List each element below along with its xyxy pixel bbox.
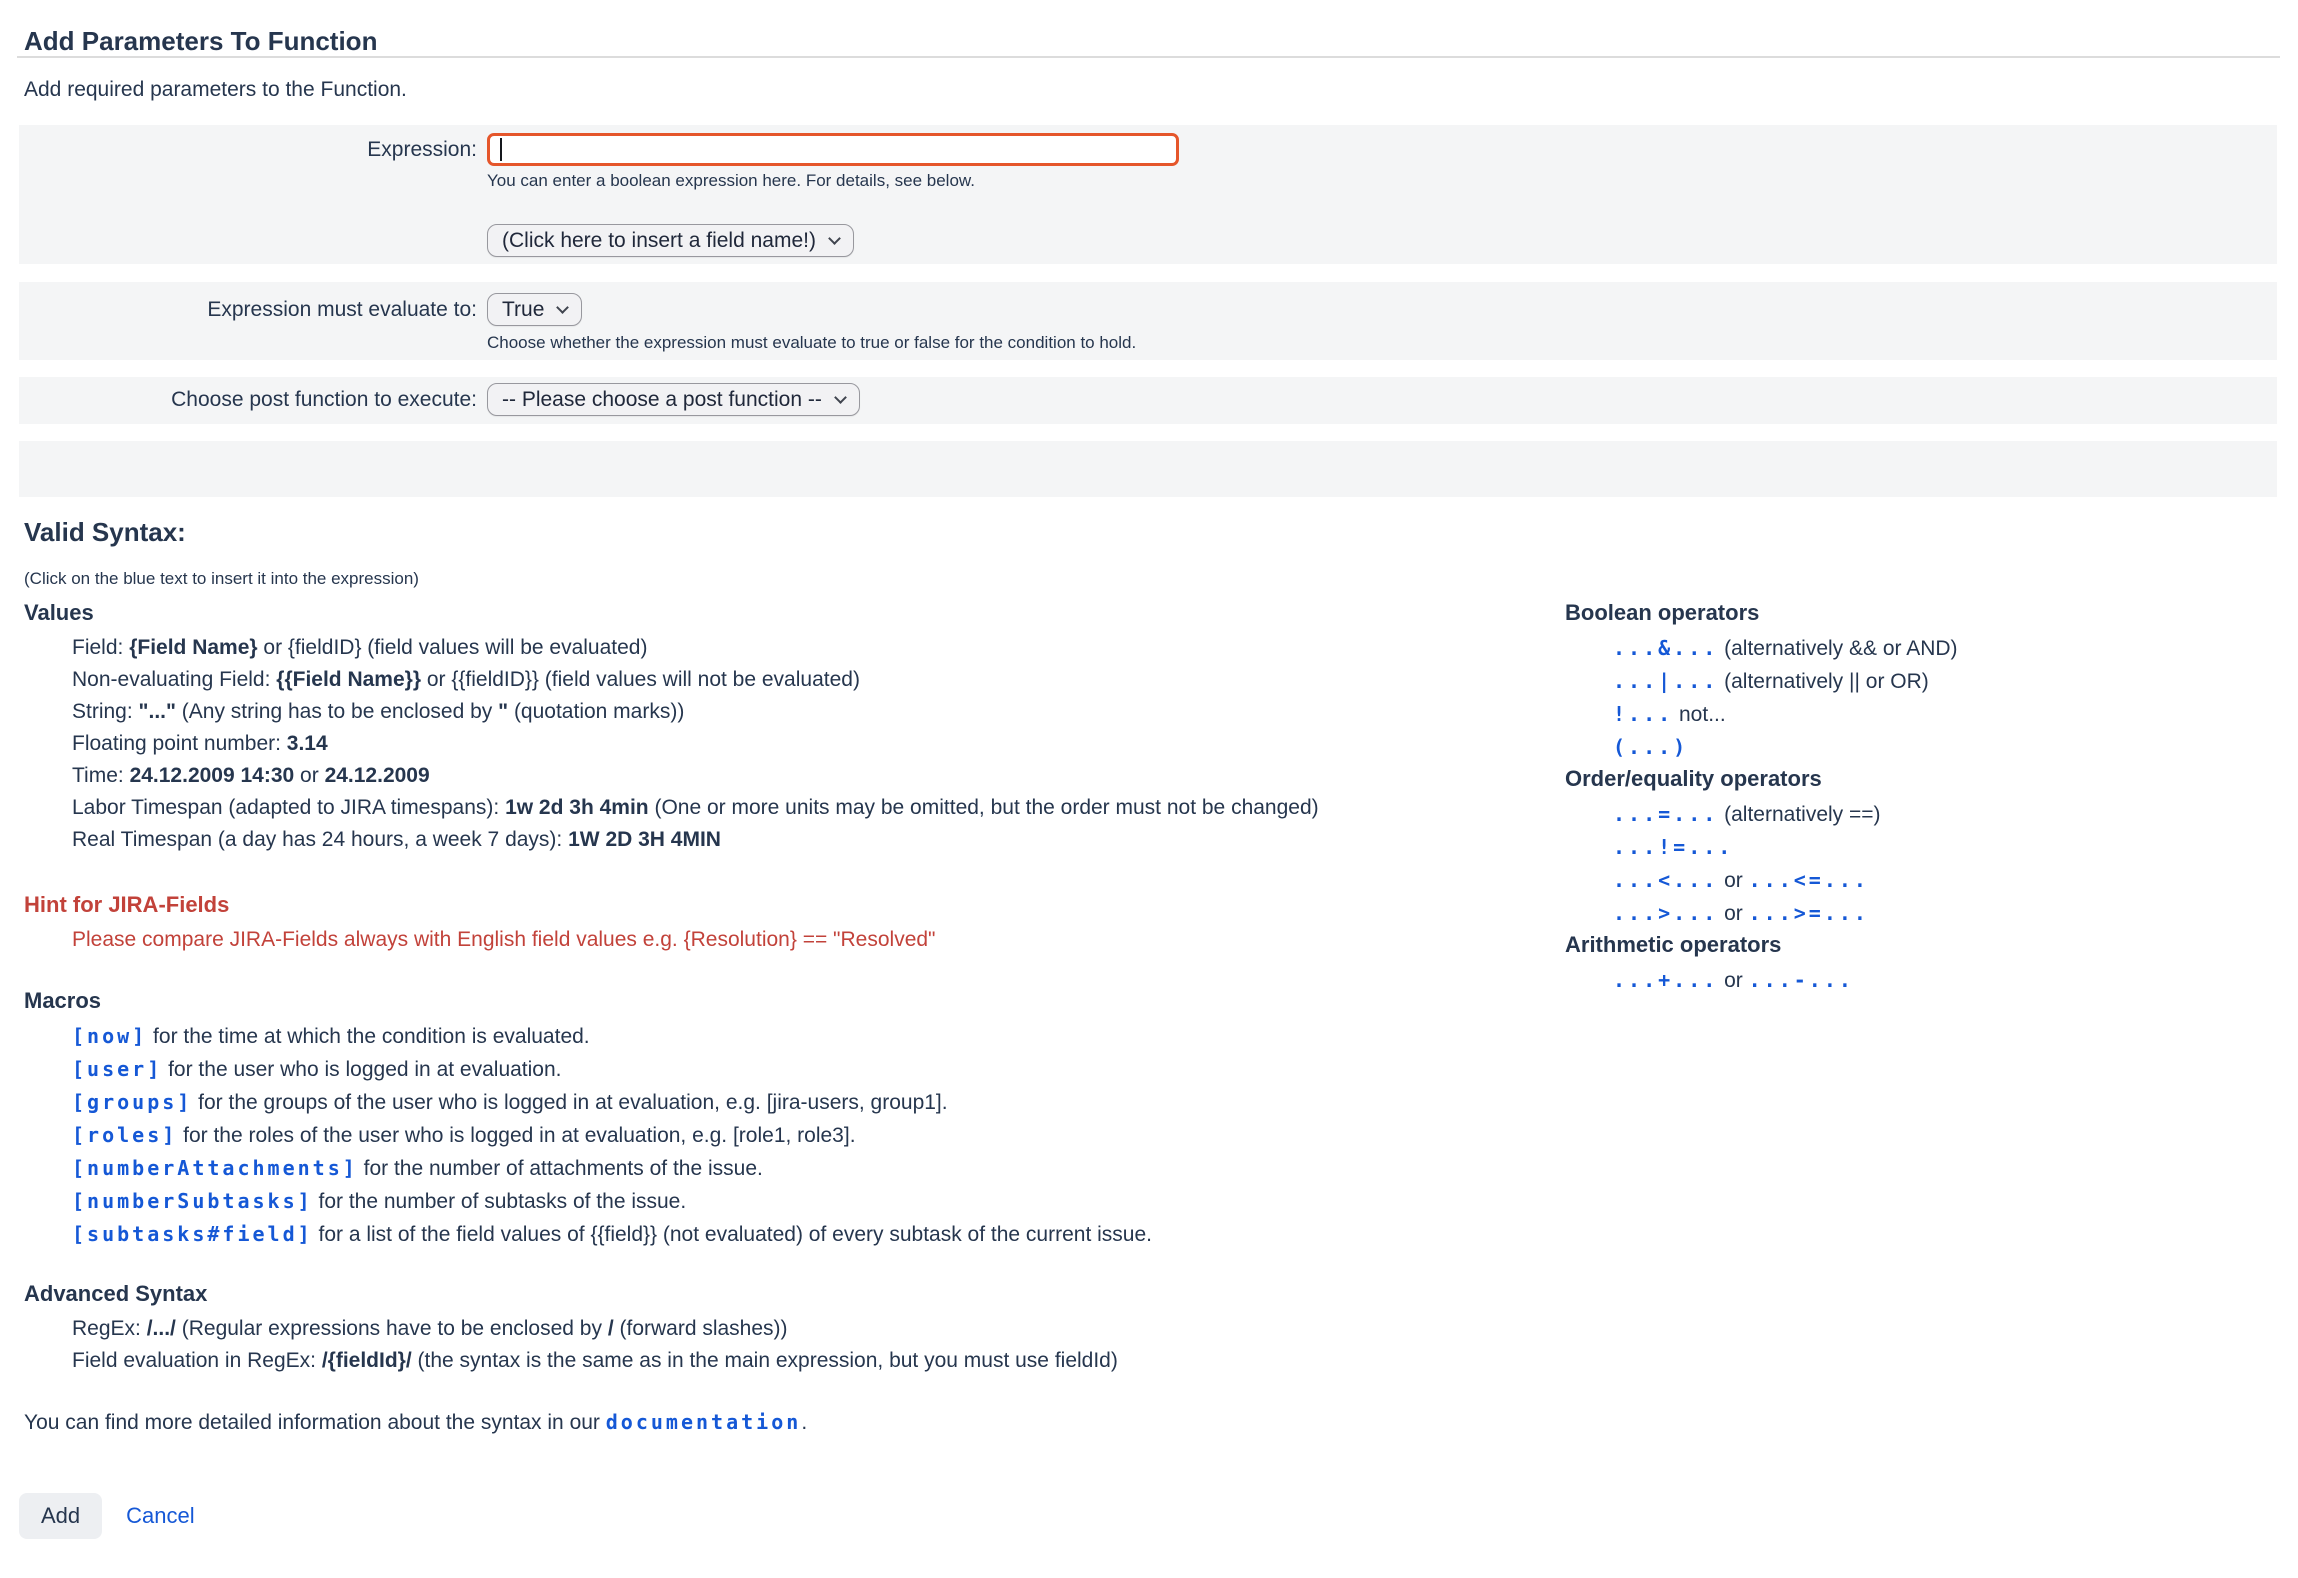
boolean-operators-list [1565, 632, 1958, 764]
syntax-token[interactable]: [numberAttachments] [72, 1156, 358, 1180]
expression-label: Expression: [367, 138, 477, 161]
text-segment: for the groups of the user who is logged in at evaluation, e.g. [jira-users, group1]. [192, 1091, 948, 1114]
title-divider [17, 56, 2280, 58]
text-segment: for the user who is logged in at evaluation. [162, 1058, 562, 1081]
text-segment: Time: [72, 764, 130, 787]
syntax-token[interactable]: (...) [1613, 735, 1689, 759]
syntax-line [1565, 632, 1958, 665]
chevron-down-icon [557, 301, 570, 314]
text-segment: or [1718, 969, 1749, 992]
syntax-line [1565, 864, 1958, 897]
text-segment: /{fieldId}/ [321, 1349, 412, 1372]
section-post-function [19, 377, 2277, 424]
advanced-syntax-list [24, 1313, 2298, 1377]
advanced-syntax-heading: Advanced Syntax [24, 1281, 208, 1306]
syntax-line [1565, 665, 1958, 698]
syntax-line [24, 1152, 2298, 1185]
text-segment: {Field Name} [129, 636, 258, 659]
operators-column [1565, 600, 1958, 997]
syntax-token[interactable]: documentation [605, 1410, 802, 1434]
section-expression [19, 125, 2277, 264]
text-segment: (Any string has to be enclosed by [175, 700, 499, 723]
evaluate-value: True [502, 297, 545, 321]
syntax-token[interactable]: ...-... [1748, 968, 1854, 992]
evaluate-label: Expression must evaluate to: [207, 298, 477, 321]
syntax-token[interactable]: ...=... [1613, 802, 1719, 826]
section-evaluate [19, 282, 2277, 360]
syntax-token[interactable]: [user] [72, 1057, 163, 1081]
form-actions [19, 1493, 2298, 1539]
text-segment: (the syntax is the same as in the main expression, but you must use fieldId) [411, 1349, 1118, 1372]
text-segment: or {fieldID} (field values will be evaluated) [257, 636, 648, 659]
text-segment: . [801, 1411, 808, 1434]
arithmetic-operators-heading: Arithmetic operators [1565, 932, 1782, 957]
post-function-label: Choose post function to execute: [171, 388, 477, 411]
post-function-value: -- Please choose a post function -- [502, 387, 822, 411]
text-segment: for the time at which the condition is evaluated. [147, 1025, 590, 1048]
page-description: Add required parameters to the Function. [24, 78, 407, 101]
text-segment: {{Field Name}} [276, 668, 422, 691]
text-segment: for a list of the field values of {{field}} (not evaluated) of every subtask of the current issue. [312, 1223, 1152, 1246]
post-function-select[interactable] [487, 383, 860, 416]
syntax-line [1565, 964, 1958, 997]
text-segment: Field evaluation in RegEx: [72, 1349, 322, 1372]
field-picker-select[interactable] [487, 224, 854, 257]
syntax-token[interactable]: ...&... [1613, 636, 1719, 660]
text-segment: (Regular expressions have to be enclosed by [175, 1317, 608, 1340]
documentation-note [24, 1410, 2298, 1435]
empty-section [19, 441, 2277, 497]
text-segment: or {{fieldID}} (field values will not be evaluated) [421, 668, 860, 691]
syntax-line [24, 1218, 2298, 1251]
add-parameters-page [0, 26, 2298, 1539]
field-picker-value: (Click here to insert a field name!) [502, 228, 816, 252]
expression-help: You can enter a boolean expression here. For details, see below. [487, 171, 975, 190]
text-segment: Floating point number: [72, 732, 287, 755]
text-segment: not... [1673, 703, 1726, 726]
text-segment: 24.12.2009 [324, 764, 430, 787]
syntax-token[interactable]: ...>... [1613, 901, 1719, 925]
page-title: Add Parameters To Function [24, 26, 378, 56]
macros-heading: Macros [24, 988, 102, 1013]
text-segment: (One or more units may be omitted, but the order must not be changed) [648, 796, 1319, 819]
hint-text: Please compare JIRA-Fields always with English field values e.g. {Resolution} == "Resolved" [72, 928, 936, 951]
syntax-reference [0, 600, 2298, 1377]
text-segment: (alternatively || or OR) [1718, 670, 1929, 693]
text-segment: or [294, 764, 325, 787]
text-segment: RegEx: [72, 1317, 147, 1340]
text-segment: (quotation marks)) [508, 700, 685, 723]
text-segment: (alternatively && or AND) [1718, 637, 1958, 660]
text-segment: Non-evaluating Field: [72, 668, 277, 691]
text-segment: Real Timespan (a day has 24 hours, a week 7 days): [72, 828, 569, 851]
add-button[interactable]: Add [19, 1493, 102, 1539]
syntax-token[interactable]: [groups] [72, 1090, 193, 1114]
syntax-line [24, 1086, 2298, 1119]
text-segment: /.../ [146, 1317, 176, 1340]
text-segment: for the number of attachments of the issue. [357, 1157, 763, 1180]
syntax-token[interactable]: [subtasks#field] [72, 1222, 313, 1246]
text-segment: 24.12.2009 14:30 [129, 764, 295, 787]
text-segment: 3.14 [286, 732, 328, 755]
text-segment: for the roles of the user who is logged in at evaluation, e.g. [role1, role3]. [177, 1124, 856, 1147]
text-segment: "..." [138, 700, 176, 723]
syntax-line [24, 1020, 2298, 1053]
syntax-line [24, 1313, 2298, 1345]
expression-input-wrap [487, 133, 1179, 166]
chevron-down-icon [834, 391, 847, 404]
expression-input[interactable] [487, 133, 1179, 166]
order-equality-operators-list [1565, 798, 1958, 930]
syntax-line [24, 1185, 2298, 1218]
syntax-line [1565, 897, 1958, 930]
evaluate-help: Choose whether the expression must evaluate to true or false for the condition to hold. [487, 333, 1137, 352]
text-segment: / [607, 1317, 614, 1340]
syntax-token[interactable]: [roles] [72, 1123, 178, 1147]
syntax-token[interactable]: ...>=... [1748, 901, 1869, 925]
text-segment: (alternatively ==) [1718, 803, 1881, 826]
text-segment: or [1718, 902, 1749, 925]
syntax-line [24, 1345, 2298, 1377]
syntax-line [1565, 831, 1958, 864]
text-segment: 1W 2D 3H 4MIN [568, 828, 721, 851]
arithmetic-operators-list [1565, 964, 1958, 997]
chevron-down-icon [828, 232, 841, 245]
text-segment: String: [72, 700, 139, 723]
syntax-token[interactable]: ...!=... [1613, 835, 1734, 859]
text-segment: (forward slashes)) [613, 1317, 788, 1340]
syntax-line [24, 1053, 2298, 1086]
text-segment: 1w 2d 3h 4min [505, 796, 649, 819]
syntax-token[interactable]: ...|... [1613, 669, 1719, 693]
syntax-line [1565, 731, 1958, 764]
text-segment: or [1718, 869, 1749, 892]
syntax-line [1565, 798, 1958, 831]
evaluate-select[interactable] [487, 293, 582, 326]
syntax-line [24, 1119, 2298, 1152]
text-caret [500, 138, 502, 161]
valid-syntax-note: (Click on the blue text to insert it into the expression) [24, 569, 419, 588]
macros-list [24, 1020, 2298, 1251]
syntax-token[interactable]: !... [1613, 702, 1674, 726]
order-equality-operators-heading: Order/equality operators [1565, 766, 1822, 791]
syntax-token[interactable]: ...<=... [1748, 868, 1869, 892]
text-segment: You can find more detailed information about the syntax in our [24, 1411, 606, 1434]
syntax-token[interactable]: ...<... [1613, 868, 1719, 892]
boolean-operators-heading: Boolean operators [1565, 600, 1760, 625]
syntax-token[interactable]: [numberSubtasks] [72, 1189, 313, 1213]
syntax-token[interactable]: [now] [72, 1024, 148, 1048]
syntax-line [1565, 698, 1958, 731]
hint-heading: Hint for JIRA-Fields [24, 892, 230, 917]
syntax-token[interactable]: ...+... [1613, 968, 1719, 992]
text-segment: Field: [72, 636, 130, 659]
cancel-link[interactable]: Cancel [126, 1503, 195, 1528]
valid-syntax-heading: Valid Syntax: [24, 517, 186, 547]
values-heading: Values [24, 600, 94, 625]
text-segment: Labor Timespan (adapted to JIRA timespans): [72, 796, 506, 819]
text-segment: " [498, 700, 509, 723]
text-segment: for the number of subtasks of the issue. [312, 1190, 687, 1213]
